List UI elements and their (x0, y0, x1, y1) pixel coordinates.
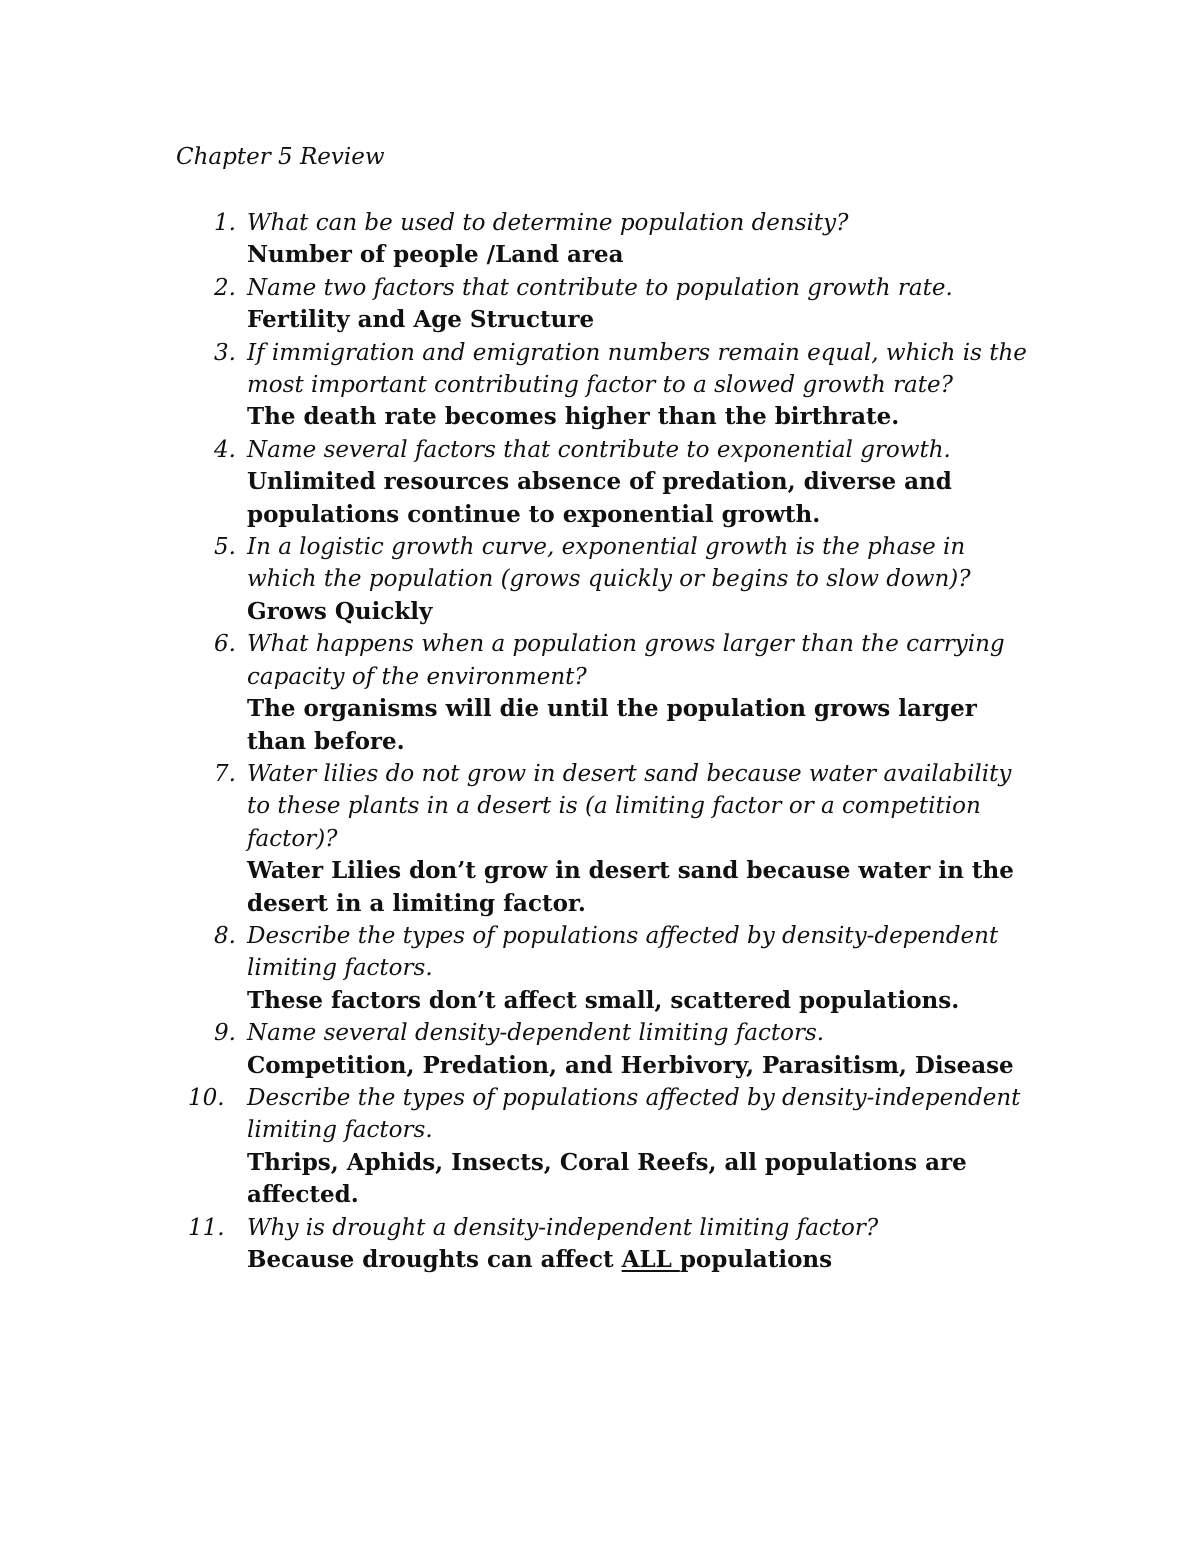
question-text: Name several density-dependent limiting factors. (247, 1020, 825, 1047)
question-text: Name two factors that contribute to population growth rate. (247, 274, 953, 301)
question-text: Water lilies do not grow in desert sand because water availability to these plants in a desert is (a limiting factor or a competition factor)? (247, 760, 1012, 852)
item-number: 3. (214, 339, 236, 366)
answer-text-start: Because droughts can affect (247, 1246, 622, 1273)
answer-text: Unlimited resources absence of predation, diverse and populations continue to exponential growth. (247, 468, 952, 528)
list-item-1 (176, 207, 1036, 272)
answer-text: Fertility and Age Structure (247, 306, 595, 334)
answer-text: Competition, Predation, and Herbivory, Parasitism, Disease (247, 1051, 1014, 1079)
item-number: 5. (214, 534, 236, 561)
answer-text: Water Lilies don’t grow in desert sand because water in the desert in a limiting factor. (247, 857, 1014, 917)
answer-text (247, 1244, 1036, 1276)
question-text: Name several factors that contribute to exponential growth. (247, 436, 951, 463)
question-text: Describe the types of populations affected by density-independent limiting factors. (247, 1084, 1021, 1144)
item-number: 11. (188, 1214, 225, 1241)
answer-text: The organisms will die until the population grows larger than before. (247, 695, 977, 755)
item-number: 2. (214, 274, 236, 301)
question-text: Why is drought a density-independent limiting factor? (247, 1214, 879, 1241)
list-item-5 (176, 531, 1036, 628)
answer-text: The death rate becomes higher than the birthrate. (247, 403, 900, 431)
question-text: If immigration and emigration numbers remain equal, which is the most important contributing factor to a slowed growth rate? (247, 339, 1027, 399)
item-number: 1. (214, 210, 236, 236)
list-item-7 (176, 758, 1036, 920)
list-item-9 (176, 1017, 1036, 1082)
item-number: 6. (214, 631, 236, 658)
answer-text: These factors don’t affect small, scattered populations. (247, 986, 960, 1014)
list-item-4 (176, 434, 1036, 531)
question-text: What happens when a population grows larger than the carrying capacity of the environment? (247, 631, 1005, 690)
answer-text: Thrips, Aphids, Insects, Coral Reefs, all populations are affected. (247, 1148, 967, 1209)
list-item-2 (176, 272, 1036, 337)
page-title: Chapter 5 Review (176, 144, 385, 170)
list-item-11 (176, 1212, 1036, 1277)
item-number: 9. (214, 1020, 236, 1047)
question-text: What can be used to determine population density? (247, 210, 849, 236)
item-number: 4. (214, 436, 236, 463)
item-number: 8. (214, 922, 236, 949)
review-question-list (176, 207, 1036, 1276)
item-number: 10. (188, 1084, 225, 1111)
item-number: 7. (214, 760, 236, 787)
answer-text-end: populations (679, 1246, 833, 1273)
question-text: Describe the types of populations affected by density-dependent limiting factors. (247, 922, 999, 982)
answer-underlined-word: ALL (621, 1246, 680, 1273)
answer-text: Grows Quickly (247, 597, 433, 625)
list-item-6 (176, 628, 1036, 758)
list-item-8 (176, 920, 1036, 1017)
answer-text: Number of people /Land area (247, 241, 624, 269)
list-item-10 (176, 1082, 1036, 1212)
list-item-3 (176, 337, 1036, 434)
question-text: In a logistic growth curve, exponential growth is the phase in which the population (grows quickly or begins to slow down)? (247, 534, 971, 593)
